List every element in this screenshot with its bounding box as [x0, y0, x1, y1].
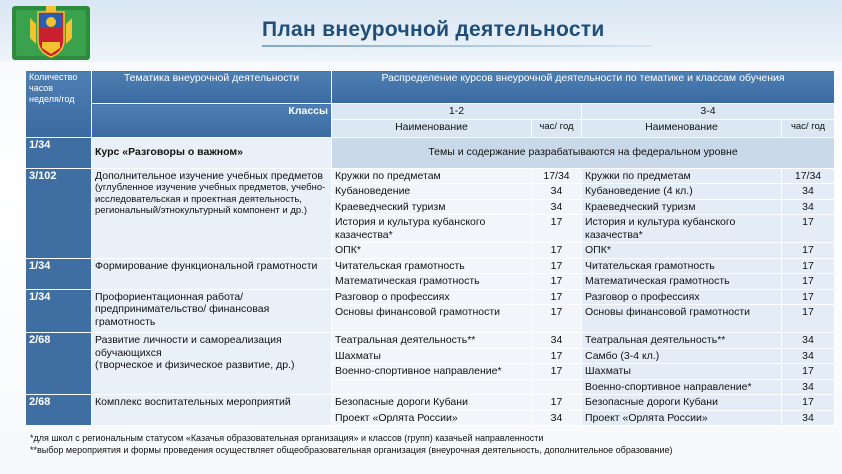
course-hours-b: 34: [782, 348, 835, 364]
course-hours-a: 17: [532, 289, 582, 305]
course-hours-a: 17: [532, 305, 582, 333]
course-name-a: Математическая грамотность: [332, 274, 532, 290]
course-hours-a: 34: [532, 410, 582, 426]
course-hours-b: 34: [782, 184, 835, 200]
hours-cell: 1/34: [26, 289, 92, 333]
course-hours-b: 17: [782, 258, 835, 274]
classes-header: [92, 104, 332, 138]
course-hours-a: 17: [532, 348, 582, 364]
course-name-a: Краеведческий туризм: [332, 199, 532, 215]
footnote-1: *для школ с региональным статусом «Казачья образовательная организация» и классов (групп) казачьей направленности: [30, 433, 544, 443]
course-hours-a: 17: [532, 258, 582, 274]
course-hours-b: 17: [782, 364, 835, 380]
page-title: План внеурочной деятельности: [262, 18, 605, 41]
course-hours-b: 34: [782, 379, 835, 395]
course-hours-a: [532, 379, 582, 395]
topic-text: Развитие личности и самореализация обучающихся: [95, 334, 282, 359]
course-name-a: [332, 379, 532, 395]
course-name-a: Театральная деятельность**: [332, 333, 532, 349]
topic-note: (творческое и физическое развитие, др.): [95, 359, 295, 371]
course-name-b: Театральная деятельность**: [582, 333, 782, 349]
hours-header-line3: неделя/год: [29, 94, 75, 104]
course-hours-b: 17: [782, 243, 835, 259]
course-name-b: ОПК*: [582, 243, 782, 259]
course-hours-b: 17: [782, 305, 835, 333]
course-hours-b: 34: [782, 410, 835, 426]
hours-header-line2: часов: [29, 83, 54, 93]
hours-year-header-b: час/ год: [782, 119, 835, 137]
course-hours-a: 17/34: [532, 168, 582, 184]
topic-text: Дополнительное изучение учебных предметов: [95, 169, 323, 182]
topic-text: Формирование функциональной грамотности: [95, 259, 318, 272]
course-hours-a: 17: [532, 274, 582, 290]
federal-content-cell: Темы и содержание разрабатываются на федеральном уровне: [332, 137, 835, 168]
name-header-a: Наименование: [332, 119, 532, 137]
activity-plan-table: [25, 70, 835, 426]
course-name-a: Читательская грамотность: [332, 258, 532, 274]
topic-header: [92, 71, 332, 104]
course-name-a: Кружки по предметам: [332, 168, 532, 184]
course-name-a: ОПК*: [332, 243, 532, 259]
course-name-b: Читательская грамотность: [582, 258, 782, 274]
course-name-a: История и культура кубанского казачества*: [332, 215, 532, 243]
topic-text: Комплекс воспитательных мероприятий: [95, 396, 291, 408]
course-hours-b: 34: [782, 199, 835, 215]
topic-cell: [92, 168, 332, 258]
hours-year-header-a: час/ год: [532, 119, 582, 137]
course-hours-a: 17: [532, 215, 582, 243]
hours-cell: 1/34: [26, 258, 92, 289]
distribution-header: Распределение курсов внеурочной деятельности по тематике и классам обучения: [332, 71, 835, 104]
course-hours-b: 17: [782, 395, 835, 411]
course-hours-a: 34: [532, 184, 582, 200]
coat-of-arms-icon: [10, 4, 92, 62]
course-name-b: Самбо (3-4 кл.): [582, 348, 782, 364]
course-name-b: Математическая грамотность: [582, 274, 782, 290]
hours-cell: 2/68: [26, 395, 92, 426]
course-hours-b: 17/34: [782, 168, 835, 184]
course-name-a: Проект «Орлята России»: [332, 410, 532, 426]
course-name-a: Кубановедение: [332, 184, 532, 200]
grade-header-3-4: 3-4: [582, 104, 835, 120]
course-name-b: Проект «Орлята России»: [582, 410, 782, 426]
footnote-2: **выбор мероприятия и формы проведения осуществляет общеобразовательная организация (внеурочная деятельность, дополнительное образование): [30, 445, 673, 455]
hours-cell: 3/102: [26, 168, 92, 258]
course-name-b: Кружки по предметам: [582, 168, 782, 184]
topic-text: Профориентационная работа/ предпринимательство/ финансовая грамотность: [95, 290, 270, 328]
topic-note: (углубленное изучение учебных предметов, учебно- исследовательская и проектная деятельность, региональный/этнокультурный компонент и др.): [95, 182, 326, 216]
topic-cell: [92, 289, 332, 333]
course-name-b: Безопасные дороги Кубани: [582, 395, 782, 411]
hours-header: [26, 71, 92, 138]
topic-cell: [92, 333, 332, 395]
course-hours-b: 17: [782, 289, 835, 305]
hours-cell: 1/34: [26, 137, 92, 168]
course-name-b: Краеведческий туризм: [582, 199, 782, 215]
course-hours-a: 17: [532, 395, 582, 411]
course-name-a: Безопасные дороги Кубани: [332, 395, 532, 411]
classes-label: Классы: [288, 105, 328, 117]
grade-header-1-2: 1-2: [332, 104, 582, 120]
topic-cell: [92, 137, 332, 168]
course-name-b: Разговор о профессиях: [582, 289, 782, 305]
course-hours-b: 34: [782, 333, 835, 349]
course-name-b: Шахматы: [582, 364, 782, 380]
topic-cell: [92, 258, 332, 289]
topic-text: Курс «Разговоры о важном»: [95, 146, 244, 159]
name-header-b: Наименование: [582, 119, 782, 137]
course-hours-a: 17: [532, 243, 582, 259]
course-name-a: Шахматы: [332, 348, 532, 364]
course-name-b: Кубановедение (4 кл.): [582, 184, 782, 200]
course-name-b: Основы финансовой грамотности: [582, 305, 782, 333]
course-name-a: Разговор о профессиях: [332, 289, 532, 305]
course-name-b: Военно-спортивное направление*: [582, 379, 782, 395]
hours-cell: 2/68: [26, 333, 92, 395]
course-hours-b: 17: [782, 274, 835, 290]
title-underline: [262, 45, 652, 47]
course-hours-b: 17: [782, 215, 835, 243]
course-name-a: Основы финансовой грамотности: [332, 305, 532, 333]
topic-cell: [92, 395, 332, 426]
course-name-a: Военно-спортивное направление*: [332, 364, 532, 380]
hours-header-line1: Количество: [29, 72, 78, 82]
course-hours-a: 34: [532, 333, 582, 349]
course-name-b: История и культура кубанского казачества*: [582, 215, 782, 243]
course-hours-a: 34: [532, 199, 582, 215]
topic-header-label: Тематика внеурочной деятельности: [123, 72, 300, 84]
course-hours-a: 17: [532, 364, 582, 380]
